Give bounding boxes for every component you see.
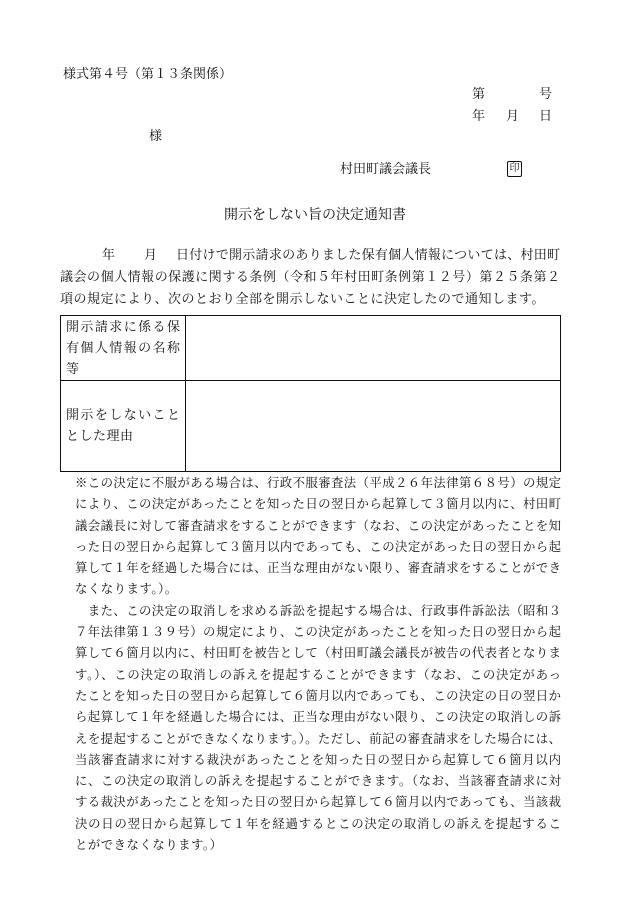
notice-line: 議会議長に対して審査請求をすることができます（なお、この決定があったことを知 [75, 517, 561, 533]
body-line: 項の規定により、次のとおり全部を開示しないことに決定したので通知します。 [60, 292, 545, 307]
notice-line: ら起算して１年を経過した場合には、正当な理由がない限り、この決定の取消しの訴 [75, 709, 561, 725]
notice-line: す。）、この決定の取消しの訴えを提起することができます（なお、この決定があっ [75, 666, 561, 682]
addressee-honorific: 様 [149, 129, 163, 144]
notice-line: 算して１年を経過した場合には、正当な理由がない限り、審査請求をすることができ [75, 560, 561, 576]
document-number-suffix: 号 [539, 87, 553, 102]
notice-line: ※この決定に不服がある場合は、行政不服審査法（平成２６年法律第６８号）の規定 [75, 475, 561, 490]
appeal-notice [75, 472, 561, 855]
notice-line: また、この決定の取消しを求める訴訟を提起する場合は、行政事件訴訟法（昭和３ [75, 602, 561, 618]
body-date-year: 年 [102, 248, 116, 263]
body-paragraph [60, 245, 560, 311]
body-line [60, 245, 560, 267]
info-table [60, 315, 561, 472]
date-month: 月 [506, 109, 520, 124]
notice-line: とができなくなります。） [75, 837, 223, 853]
reason-value [186, 381, 560, 471]
notice-line: えを提起することができなくなります。）。ただし、前記の審査請求をした場合には、 [75, 730, 561, 746]
label-line: 有個人情報の名称 [66, 340, 180, 356]
notice-line: に、この決定の取消しの訴えを提起することができます。（なお、当該審査請求に対 [75, 773, 561, 789]
date-day: 日 [539, 109, 553, 124]
notice-paragraph [75, 472, 561, 600]
notice-line: なくなります。）。 [75, 581, 178, 597]
label-line: 開示をしないこと [66, 408, 180, 423]
form-number: 様式第４号（第１３条関係） [63, 67, 233, 82]
notice-line: った日の翌日から起算して３箇月以内であっても、この決定があった日の翌日から起 [75, 538, 561, 554]
date-year: 年 [472, 109, 486, 124]
label-line: 開示請求に係る保 [66, 319, 180, 335]
document-title: 開示をしない旨の決定通知書 [224, 207, 406, 223]
label-line: とした理由 [66, 429, 134, 444]
notice-line: たことを知った日の翌日から起算して６箇月以内であっても、この決定の日の翌日か [75, 687, 561, 703]
notice-line: 算して６箇月以内に、村田町を被告として（村田町議会議長が被告の代表者となりま [75, 645, 561, 661]
notice-line: 当該審査請求に対する裁決があったことを知った日の翌日から起算して６箇月以内 [75, 751, 561, 767]
notice-line: 決の日の翌日から起算して１年を経過するとこの決定の取消しの訴えを提起するこ [75, 815, 561, 831]
seal-mark: 印 [507, 161, 522, 177]
label-line: 等 [66, 361, 80, 377]
reason-label [61, 381, 186, 471]
notice-line: により、この決定があったことを知った日の翌日から起算して３箇月以内に、村田町 [75, 496, 561, 512]
notice-line: ７年法律第１３９号）の規定により、この決定があったことを知った日の翌日から起 [75, 624, 561, 640]
info-name-value [186, 316, 560, 381]
body-line-rest: 日付けで開示請求のありました保有個人情報については、村田町 [176, 248, 560, 263]
body-line: 議会の個人情報の保護に関する条例（令和５年村田町条例第１２号）第２５条第２ [60, 270, 560, 285]
notice-line: する裁決があったことを知った日の翌日から起算して６箇月以内であっても、当該裁 [75, 794, 561, 810]
body-date-month: 月 [144, 248, 158, 263]
document-number-prefix: 第 [472, 87, 486, 102]
info-name-label [61, 316, 186, 381]
sender-title: 村田町議会議長 [340, 162, 432, 177]
notice-paragraph [75, 600, 561, 856]
